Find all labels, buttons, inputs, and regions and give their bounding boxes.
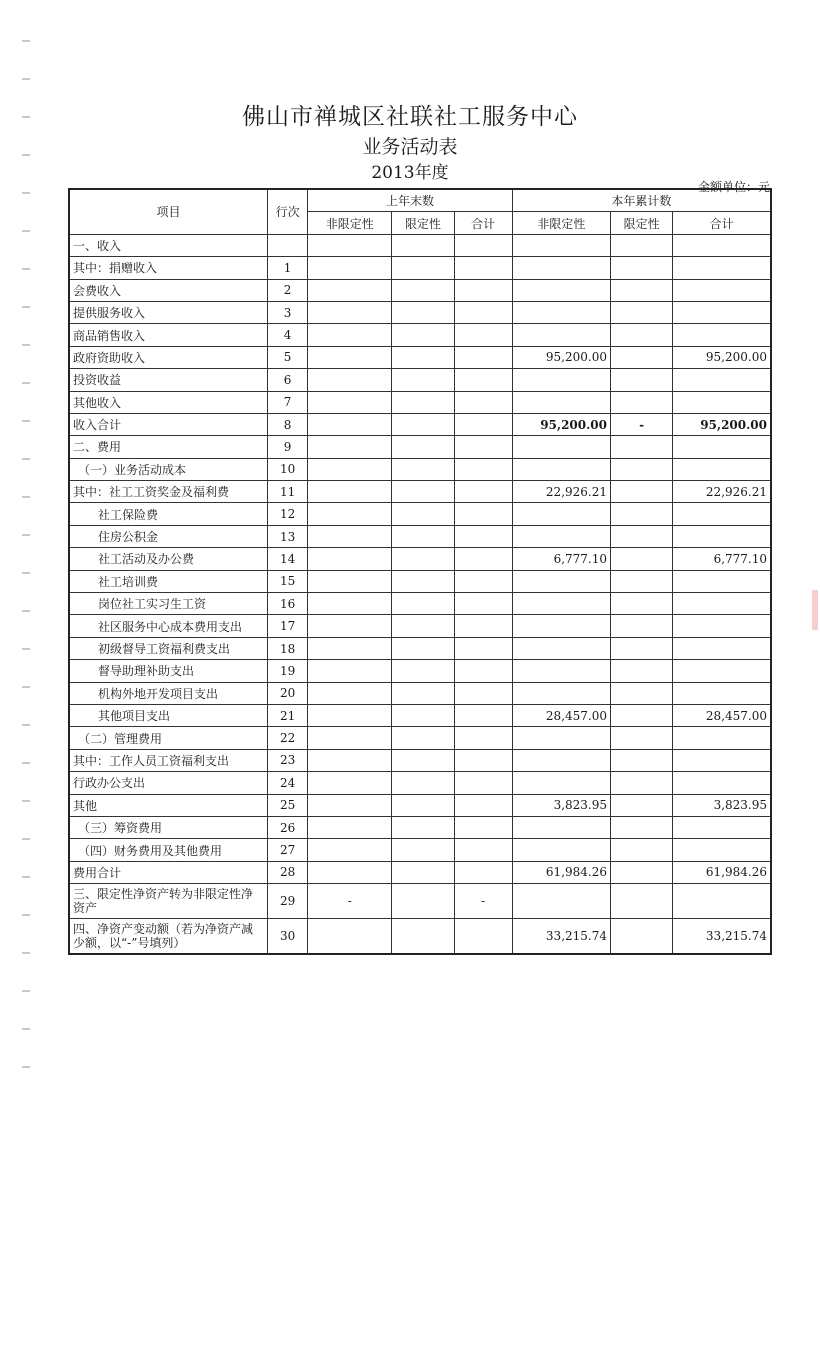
- table-row: [69, 919, 771, 955]
- table-row: [69, 704, 771, 726]
- row-item-label: 商品销售收入: [69, 324, 268, 346]
- row-line-number: 25: [268, 794, 308, 816]
- cell-prev-restricted: [392, 772, 454, 794]
- cell-curr-unrestricted: 3,823.95: [512, 794, 610, 816]
- cell-prev-unrestricted: [308, 458, 392, 480]
- table-row: [69, 279, 771, 301]
- row-line-number: 12: [268, 503, 308, 525]
- row-line-number: 8: [268, 413, 308, 435]
- cell-prev-restricted: [392, 279, 454, 301]
- row-line-number: 11: [268, 481, 308, 503]
- col-curr-restricted-header: 限定性: [611, 212, 673, 234]
- cell-curr-total: [673, 503, 771, 525]
- col-prev-unrestricted-header: 非限定性: [308, 212, 392, 234]
- cell-prev-restricted: [392, 570, 454, 592]
- cell-curr-unrestricted: [512, 436, 610, 458]
- row-item-label: 机构外地开发项目支出: [69, 682, 268, 704]
- report-title: 业务活动表: [362, 136, 458, 158]
- row-item-label: 费用合计: [69, 861, 268, 883]
- cell-prev-total: [454, 279, 512, 301]
- row-item-label: 其他收入: [69, 391, 268, 413]
- row-item-label: 初级督导工资福利费支出: [69, 637, 268, 659]
- row-item-label: 岗位社工实习生工资: [69, 593, 268, 615]
- table-row: [69, 682, 771, 704]
- cell-prev-total: [454, 301, 512, 323]
- cell-curr-total: [673, 436, 771, 458]
- cell-prev-unrestricted: [308, 391, 392, 413]
- cell-curr-total: [673, 525, 771, 547]
- row-line-number: 1: [268, 257, 308, 279]
- cell-prev-unrestricted: [308, 919, 392, 955]
- cell-prev-restricted: [392, 548, 454, 570]
- table-row: [69, 413, 771, 435]
- row-item-label: 三、限定性净资产转为非限定性净资产: [69, 884, 268, 919]
- row-item-label: （二）管理费用: [69, 727, 268, 749]
- cell-prev-restricted: [392, 234, 454, 256]
- cell-prev-total: [454, 593, 512, 615]
- cell-prev-unrestricted: [308, 481, 392, 503]
- cell-prev-total: [454, 234, 512, 256]
- col-prev-group-header: 上年末数: [308, 189, 513, 212]
- cell-curr-restricted: [611, 503, 673, 525]
- cell-prev-unrestricted: [308, 525, 392, 547]
- row-line-number: 22: [268, 727, 308, 749]
- row-line-number: 10: [268, 458, 308, 480]
- cell-prev-restricted: [392, 615, 454, 637]
- cell-prev-total: [454, 346, 512, 368]
- row-line-number: [268, 234, 308, 256]
- cell-curr-restricted: [611, 257, 673, 279]
- cell-prev-unrestricted: [308, 503, 392, 525]
- cell-curr-unrestricted: [512, 503, 610, 525]
- cell-curr-total: [673, 839, 771, 861]
- cell-curr-unrestricted: [512, 257, 610, 279]
- cell-curr-restricted: [611, 637, 673, 659]
- cell-curr-restricted: [611, 324, 673, 346]
- cell-prev-restricted: [392, 637, 454, 659]
- cell-curr-total: [673, 816, 771, 838]
- cell-prev-total: [454, 919, 512, 955]
- cell-curr-restricted: [611, 548, 673, 570]
- report-year: 2013年度: [371, 163, 449, 183]
- cell-prev-total: [454, 257, 512, 279]
- cell-curr-total: [673, 682, 771, 704]
- cell-prev-restricted: [392, 324, 454, 346]
- cell-curr-restricted: -: [611, 413, 673, 435]
- cell-prev-unrestricted: [308, 234, 392, 256]
- cell-curr-total: [673, 749, 771, 771]
- table-row: [69, 324, 771, 346]
- cell-curr-restricted: [611, 839, 673, 861]
- row-line-number: 5: [268, 346, 308, 368]
- row-line-number: 13: [268, 525, 308, 547]
- table-row: [69, 794, 771, 816]
- cell-prev-total: [454, 772, 512, 794]
- table-row: [69, 458, 771, 480]
- table-row: [69, 369, 771, 391]
- cell-curr-total: 95,200.00: [673, 413, 771, 435]
- table-row: [69, 481, 771, 503]
- cell-curr-total: [673, 660, 771, 682]
- cell-curr-restricted: [611, 525, 673, 547]
- cell-curr-restricted: [611, 660, 673, 682]
- table-row: [69, 749, 771, 771]
- cell-curr-total: 3,823.95: [673, 794, 771, 816]
- table-row: [69, 503, 771, 525]
- cell-curr-total: [673, 570, 771, 592]
- row-item-label: 社工保险费: [69, 503, 268, 525]
- row-item-label: 其他: [69, 794, 268, 816]
- cell-prev-restricted: [392, 436, 454, 458]
- cell-curr-unrestricted: [512, 301, 610, 323]
- cell-curr-restricted: [611, 816, 673, 838]
- cell-curr-unrestricted: [512, 884, 610, 919]
- cell-prev-restricted: [392, 458, 454, 480]
- cell-prev-total: [454, 637, 512, 659]
- row-line-number: 6: [268, 369, 308, 391]
- table-row: [69, 570, 771, 592]
- cell-prev-unrestricted: [308, 257, 392, 279]
- cell-curr-unrestricted: 61,984.26: [512, 861, 610, 883]
- cell-curr-unrestricted: 33,215.74: [512, 919, 610, 955]
- cell-prev-total: [454, 369, 512, 391]
- cell-curr-unrestricted: [512, 593, 610, 615]
- table-row: [69, 772, 771, 794]
- cell-curr-unrestricted: [512, 727, 610, 749]
- table-row: [69, 593, 771, 615]
- row-line-number: 24: [268, 772, 308, 794]
- cell-curr-restricted: [611, 593, 673, 615]
- row-item-label: 其他项目支出: [69, 704, 268, 726]
- row-line-number: 19: [268, 660, 308, 682]
- cell-prev-restricted: [392, 593, 454, 615]
- amount-unit: 金额单位：元: [697, 180, 770, 194]
- cell-curr-total: 22,926.21: [673, 481, 771, 503]
- cell-curr-restricted: [611, 436, 673, 458]
- cell-prev-total: [454, 727, 512, 749]
- cell-curr-restricted: [611, 481, 673, 503]
- table-row: [69, 727, 771, 749]
- cell-prev-total: [454, 660, 512, 682]
- cell-curr-unrestricted: 95,200.00: [512, 346, 610, 368]
- row-line-number: 14: [268, 548, 308, 570]
- cell-curr-unrestricted: [512, 458, 610, 480]
- cell-prev-total: [454, 324, 512, 346]
- row-line-number: 20: [268, 682, 308, 704]
- row-line-number: 28: [268, 861, 308, 883]
- row-item-label: 收入合计: [69, 413, 268, 435]
- table-row: [69, 637, 771, 659]
- cell-prev-restricted: [392, 727, 454, 749]
- cell-curr-total: [673, 458, 771, 480]
- cell-prev-total: [454, 481, 512, 503]
- cell-prev-total: [454, 525, 512, 547]
- cell-prev-unrestricted: [308, 839, 392, 861]
- table-row: [69, 816, 771, 838]
- cell-curr-unrestricted: [512, 369, 610, 391]
- cell-prev-total: [454, 682, 512, 704]
- binder-holes: [22, 40, 32, 1120]
- cell-curr-total: 33,215.74: [673, 919, 771, 955]
- cell-curr-total: [673, 593, 771, 615]
- row-line-number: 21: [268, 704, 308, 726]
- row-line-number: 30: [268, 919, 308, 955]
- cell-prev-total: [454, 570, 512, 592]
- cell-prev-unrestricted: [308, 861, 392, 883]
- col-prev-restricted-header: 限定性: [392, 212, 454, 234]
- cell-prev-total: [454, 704, 512, 726]
- cell-curr-unrestricted: 95,200.00: [512, 413, 610, 435]
- row-item-label: 社工培训费: [69, 570, 268, 592]
- row-line-number: 27: [268, 839, 308, 861]
- table-row: [69, 391, 771, 413]
- cell-curr-total: [673, 391, 771, 413]
- table-row: [69, 257, 771, 279]
- row-item-label: 会费收入: [69, 279, 268, 301]
- cell-curr-total: [673, 369, 771, 391]
- cell-curr-unrestricted: [512, 525, 610, 547]
- cell-prev-unrestricted: [308, 794, 392, 816]
- row-line-number: 23: [268, 749, 308, 771]
- cell-prev-unrestricted: [308, 324, 392, 346]
- cell-curr-total: 6,777.10: [673, 548, 771, 570]
- cell-prev-restricted: [392, 413, 454, 435]
- row-item-label: （三）筹资费用: [69, 816, 268, 838]
- cell-curr-unrestricted: [512, 816, 610, 838]
- cell-prev-restricted: [392, 749, 454, 771]
- row-line-number: 17: [268, 615, 308, 637]
- row-line-number: 4: [268, 324, 308, 346]
- statement-rows: [69, 234, 771, 954]
- cell-prev-restricted: [392, 481, 454, 503]
- cell-prev-restricted: [392, 794, 454, 816]
- row-item-label: （一）业务活动成本: [69, 458, 268, 480]
- row-item-label: 社工活动及办公费: [69, 548, 268, 570]
- cell-curr-restricted: [611, 615, 673, 637]
- cell-curr-unrestricted: [512, 637, 610, 659]
- table-row: [69, 615, 771, 637]
- row-line-number: 9: [268, 436, 308, 458]
- row-item-label: 二、费用: [69, 436, 268, 458]
- cell-prev-restricted: [392, 704, 454, 726]
- row-item-label: 住房公积金: [69, 525, 268, 547]
- row-item-label: 一、收入: [69, 234, 268, 256]
- cell-curr-unrestricted: [512, 749, 610, 771]
- cell-prev-total: [454, 794, 512, 816]
- col-curr-total-header: 合计: [673, 212, 771, 234]
- cell-prev-restricted: [392, 369, 454, 391]
- cell-curr-total: 61,984.26: [673, 861, 771, 883]
- cell-prev-unrestricted: [308, 301, 392, 323]
- cell-curr-total: 28,457.00: [673, 704, 771, 726]
- cell-prev-total: [454, 548, 512, 570]
- cell-prev-unrestricted: [308, 727, 392, 749]
- cell-curr-restricted: [611, 279, 673, 301]
- cell-prev-total: [454, 615, 512, 637]
- cell-prev-unrestricted: [308, 704, 392, 726]
- cell-curr-unrestricted: [512, 839, 610, 861]
- cell-prev-unrestricted: [308, 637, 392, 659]
- table-row: [69, 548, 771, 570]
- row-item-label: 社区服务中心成本费用支出: [69, 615, 268, 637]
- table-row: [69, 301, 771, 323]
- table-row: [69, 884, 771, 919]
- row-line-number: 29: [268, 884, 308, 919]
- cell-prev-total: [454, 391, 512, 413]
- col-item-header: 项目: [69, 189, 268, 234]
- row-line-number: 18: [268, 637, 308, 659]
- cell-curr-total: 95,200.00: [673, 346, 771, 368]
- cell-prev-total: [454, 503, 512, 525]
- cell-prev-restricted: [392, 525, 454, 547]
- cell-prev-unrestricted: [308, 369, 392, 391]
- row-item-label: 其中：社工工资奖金及福利费: [69, 481, 268, 503]
- row-item-label: 四、净资产变动额（若为净资产减少额，以“-”号填列）: [69, 919, 268, 955]
- cell-curr-unrestricted: [512, 660, 610, 682]
- table-row: [69, 660, 771, 682]
- cell-curr-restricted: [611, 391, 673, 413]
- col-curr-unrestricted-header: 非限定性: [512, 212, 610, 234]
- row-item-label: 督导助理补助支出: [69, 660, 268, 682]
- cell-curr-restricted: [611, 346, 673, 368]
- cell-prev-restricted: [392, 919, 454, 955]
- cell-curr-total: [673, 884, 771, 919]
- cell-prev-restricted: [392, 816, 454, 838]
- cell-curr-total: [673, 772, 771, 794]
- cell-curr-restricted: [611, 861, 673, 883]
- cell-prev-unrestricted: [308, 593, 392, 615]
- cell-curr-restricted: [611, 234, 673, 256]
- row-line-number: 2: [268, 279, 308, 301]
- cell-curr-unrestricted: [512, 279, 610, 301]
- cell-prev-total: [454, 861, 512, 883]
- cell-curr-total: [673, 727, 771, 749]
- cell-curr-total: [673, 615, 771, 637]
- cell-curr-restricted: [611, 919, 673, 955]
- cell-prev-unrestricted: [308, 413, 392, 435]
- cell-prev-restricted: [392, 503, 454, 525]
- cell-curr-restricted: [611, 682, 673, 704]
- cell-curr-unrestricted: 6,777.10: [512, 548, 610, 570]
- cell-curr-restricted: [611, 727, 673, 749]
- cell-prev-restricted: [392, 861, 454, 883]
- table-row: [69, 525, 771, 547]
- row-item-label: 其中：捐赠收入: [69, 257, 268, 279]
- cell-curr-unrestricted: [512, 682, 610, 704]
- cell-curr-unrestricted: 28,457.00: [512, 704, 610, 726]
- row-line-number: 3: [268, 301, 308, 323]
- cell-prev-total: [454, 816, 512, 838]
- table-row: [69, 346, 771, 368]
- col-prev-total-header: 合计: [454, 212, 512, 234]
- row-line-number: 26: [268, 816, 308, 838]
- cell-prev-unrestricted: [308, 749, 392, 771]
- row-line-number: 7: [268, 391, 308, 413]
- activity-statement-table: [68, 188, 772, 955]
- cell-prev-restricted: [392, 346, 454, 368]
- cell-prev-restricted: [392, 839, 454, 861]
- cell-curr-total: [673, 324, 771, 346]
- org-title: 佛山市禅城区社联社工服务中心: [242, 104, 578, 130]
- cell-prev-unrestricted: [308, 816, 392, 838]
- row-line-number: 16: [268, 593, 308, 615]
- cell-curr-restricted: [611, 369, 673, 391]
- cell-curr-restricted: [611, 749, 673, 771]
- cell-curr-restricted: [611, 458, 673, 480]
- cell-prev-unrestricted: [308, 772, 392, 794]
- cell-prev-total: [454, 458, 512, 480]
- col-line-header: 行次: [268, 189, 308, 234]
- cell-curr-total: [673, 234, 771, 256]
- table-row: [69, 436, 771, 458]
- row-item-label: 政府资助收入: [69, 346, 268, 368]
- cell-curr-total: [673, 279, 771, 301]
- cell-curr-total: [673, 301, 771, 323]
- table-row: [69, 234, 771, 256]
- cell-curr-unrestricted: [512, 324, 610, 346]
- cell-curr-unrestricted: 22,926.21: [512, 481, 610, 503]
- cell-prev-total: [454, 413, 512, 435]
- cell-curr-unrestricted: [512, 615, 610, 637]
- cell-prev-unrestricted: [308, 346, 392, 368]
- cell-prev-restricted: [392, 660, 454, 682]
- cell-curr-restricted: [611, 301, 673, 323]
- cell-curr-restricted: [611, 570, 673, 592]
- cell-curr-restricted: [611, 772, 673, 794]
- cell-prev-restricted: [392, 301, 454, 323]
- row-item-label: 其中：工作人员工资福利支出: [69, 749, 268, 771]
- cell-curr-unrestricted: [512, 570, 610, 592]
- cell-prev-unrestricted: [308, 615, 392, 637]
- table-row: [69, 861, 771, 883]
- cell-prev-total: -: [454, 884, 512, 919]
- cell-prev-unrestricted: [308, 279, 392, 301]
- cell-prev-restricted: [392, 257, 454, 279]
- cell-curr-total: [673, 257, 771, 279]
- cell-curr-total: [673, 637, 771, 659]
- row-item-label: 提供服务收入: [69, 301, 268, 323]
- cell-curr-restricted: [611, 884, 673, 919]
- cell-curr-unrestricted: [512, 391, 610, 413]
- cell-curr-restricted: [611, 794, 673, 816]
- cell-prev-restricted: [392, 884, 454, 919]
- row-item-label: 行政办公支出: [69, 772, 268, 794]
- cell-prev-unrestricted: [308, 660, 392, 682]
- row-line-number: 15: [268, 570, 308, 592]
- cell-prev-unrestricted: [308, 436, 392, 458]
- row-item-label: （四）财务费用及其他费用: [69, 839, 268, 861]
- col-curr-group-header: 本年累计数: [512, 189, 771, 212]
- cell-curr-restricted: [611, 704, 673, 726]
- cell-prev-restricted: [392, 391, 454, 413]
- cell-prev-unrestricted: [308, 570, 392, 592]
- table-row: [69, 839, 771, 861]
- cell-prev-unrestricted: -: [308, 884, 392, 919]
- cell-prev-total: [454, 839, 512, 861]
- cell-prev-unrestricted: [308, 682, 392, 704]
- row-item-label: 投资收益: [69, 369, 268, 391]
- stamp-edge: [812, 590, 818, 630]
- cell-prev-unrestricted: [308, 548, 392, 570]
- cell-prev-total: [454, 749, 512, 771]
- cell-prev-total: [454, 436, 512, 458]
- cell-curr-unrestricted: [512, 234, 610, 256]
- cell-curr-unrestricted: [512, 772, 610, 794]
- cell-prev-restricted: [392, 682, 454, 704]
